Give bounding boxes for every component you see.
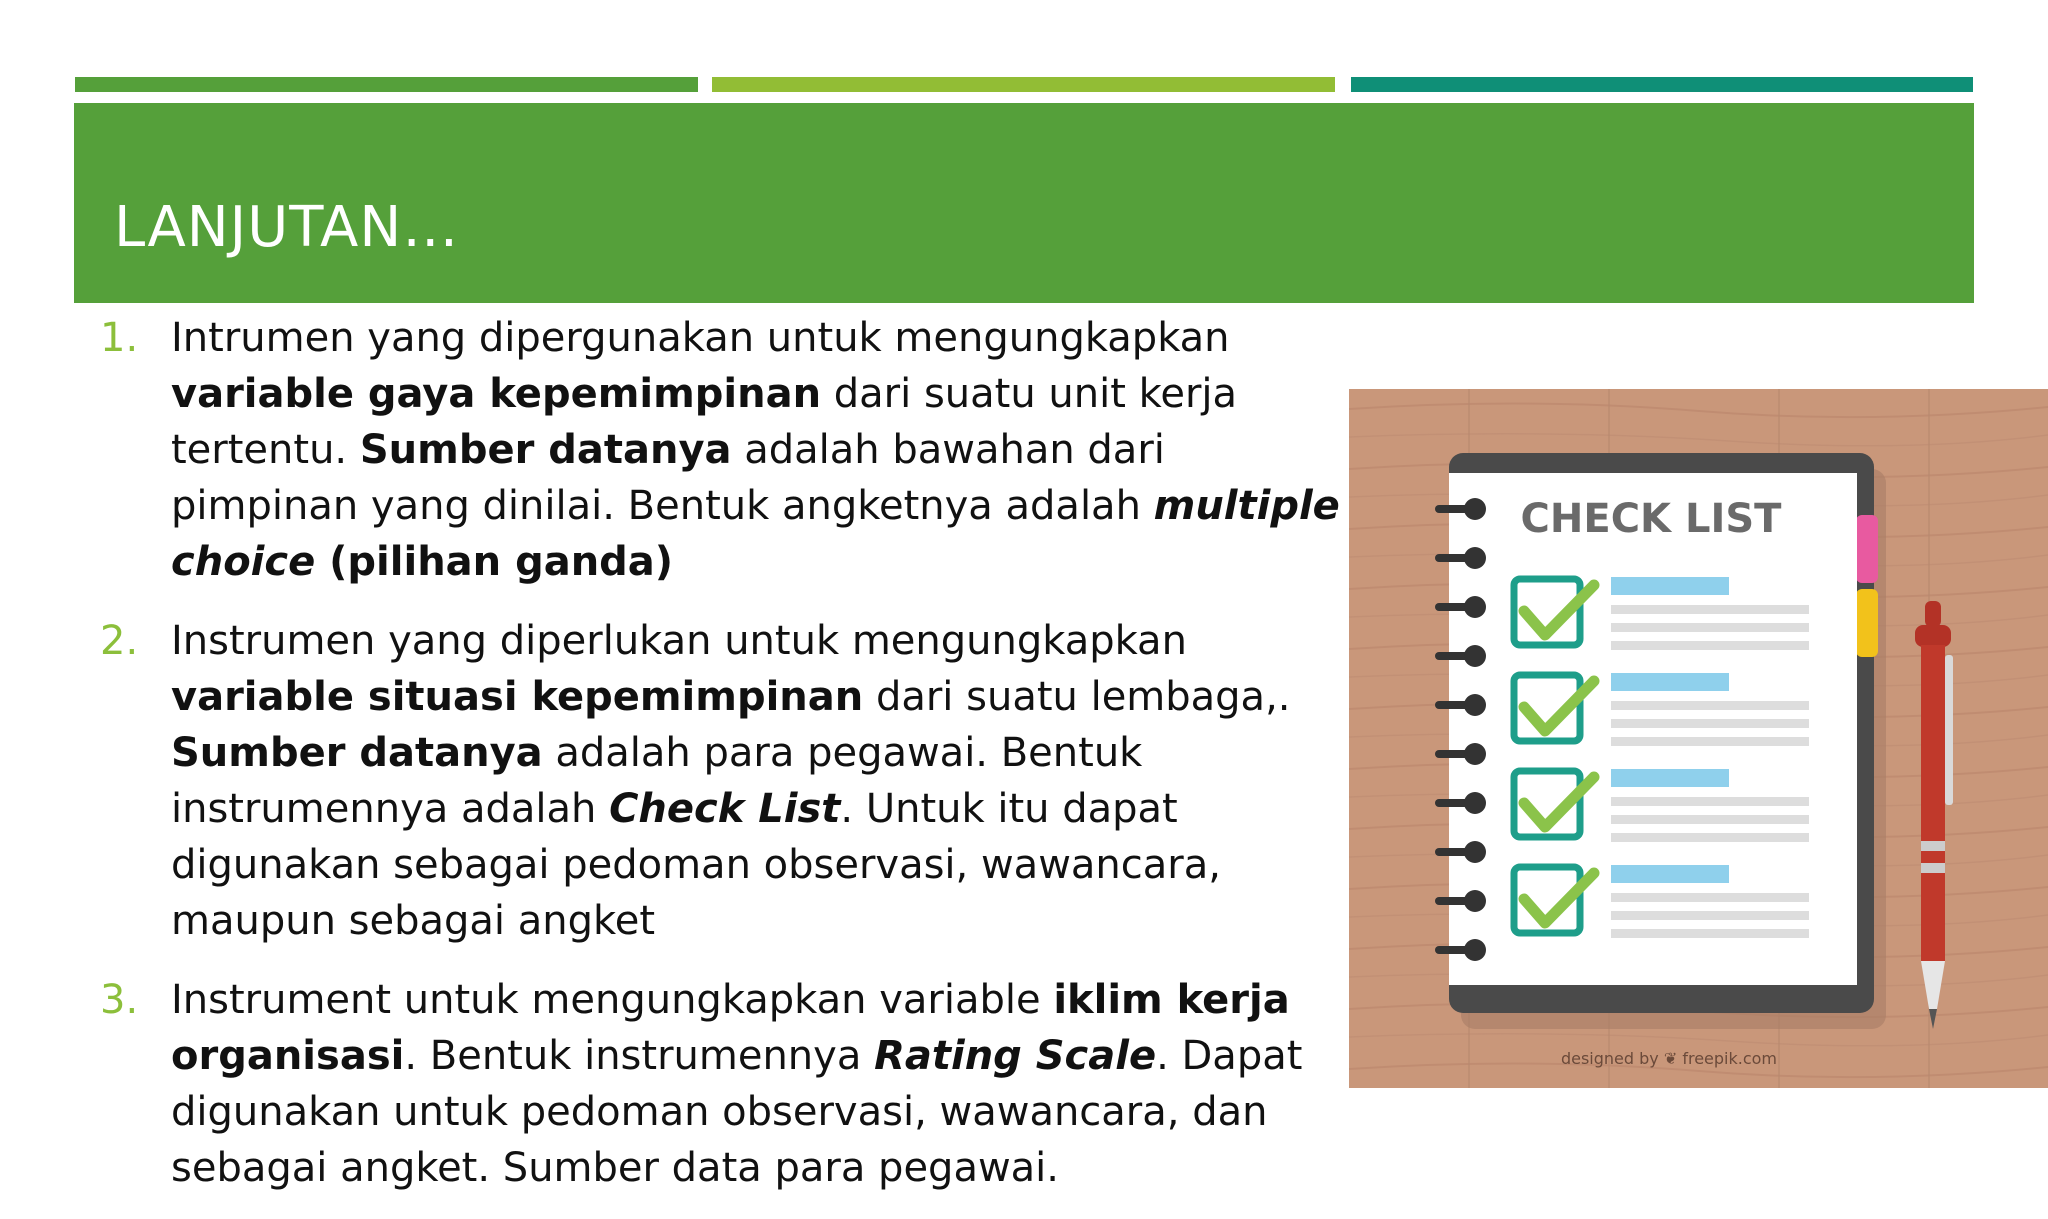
accent-stripe-teal — [1351, 77, 1973, 92]
list-item — [100, 972, 1340, 1196]
text-segment: Intrumen yang dipergunakan untuk mengungkapkan — [171, 315, 1230, 361]
title-banner — [74, 103, 1974, 303]
list-item — [100, 310, 1340, 590]
pink-tab — [1856, 515, 1878, 583]
freepik-credit: designed by ❦ freepik.com — [1560, 1049, 1778, 1068]
list-item-text — [171, 972, 1340, 1196]
bold-italic-segment: Rating Scale — [874, 1033, 1157, 1079]
text-segment: Instrument untuk mengungkapkan variable — [171, 977, 1054, 1023]
list-number: 3. — [100, 977, 139, 1023]
bold-segment: Sumber datanya — [359, 427, 732, 473]
list-item-text — [171, 310, 1340, 590]
checklist-heading: CHECK LIST — [1520, 496, 1782, 542]
list-item — [100, 613, 1340, 949]
bold-segment: variable gaya kepemimpinan — [171, 371, 822, 417]
paper-sheet — [1449, 473, 1857, 985]
bold-italic-segment: Check List — [609, 786, 841, 832]
yellow-tab — [1856, 589, 1878, 657]
bold-segment: (pilihan ganda) — [315, 539, 674, 585]
text-segment: dari suatu unit kerja tertentu. — [171, 371, 1238, 473]
numbered-list — [100, 310, 1340, 1219]
list-number: 2. — [100, 618, 139, 664]
checklist-illustration — [1349, 389, 2048, 1088]
text-segment: adalah bawahan dari pimpinan yang dinilai. Bentuk angketnya adalah — [171, 427, 1165, 529]
text-segment: adalah para pegawai. Bentuk instrumennya adalah — [171, 730, 1143, 832]
accent-stripe-green — [75, 77, 698, 92]
text-segment: dari suatu lembaga,. — [863, 674, 1291, 720]
bold-segment: Sumber datanya — [171, 730, 543, 776]
text-segment: Instrumen yang diperlukan untuk mengungkapkan — [171, 618, 1187, 664]
text-segment: . Bentuk instrumennya — [404, 1033, 875, 1079]
bold-segment: iklim kerja organisasi — [171, 977, 1290, 1079]
bold-segment: variable situasi kepemimpinan — [171, 674, 864, 720]
list-number: 1. — [100, 315, 139, 361]
text-segment: . Untuk itu dapat digunakan sebagai pedoman observasi, wawancara, maupun sebagai angket — [171, 786, 1221, 944]
accent-stripe-lime — [712, 77, 1335, 92]
slide-title: LANJUTAN… — [114, 195, 460, 260]
text-segment: . Dapat digunakan untuk pedoman observasi, wawancara, dan sebagai angket. Sumber data para pegawai. — [171, 1033, 1303, 1191]
bold-italic-segment: multiple choice — [171, 483, 1340, 585]
list-item-text — [171, 613, 1340, 949]
